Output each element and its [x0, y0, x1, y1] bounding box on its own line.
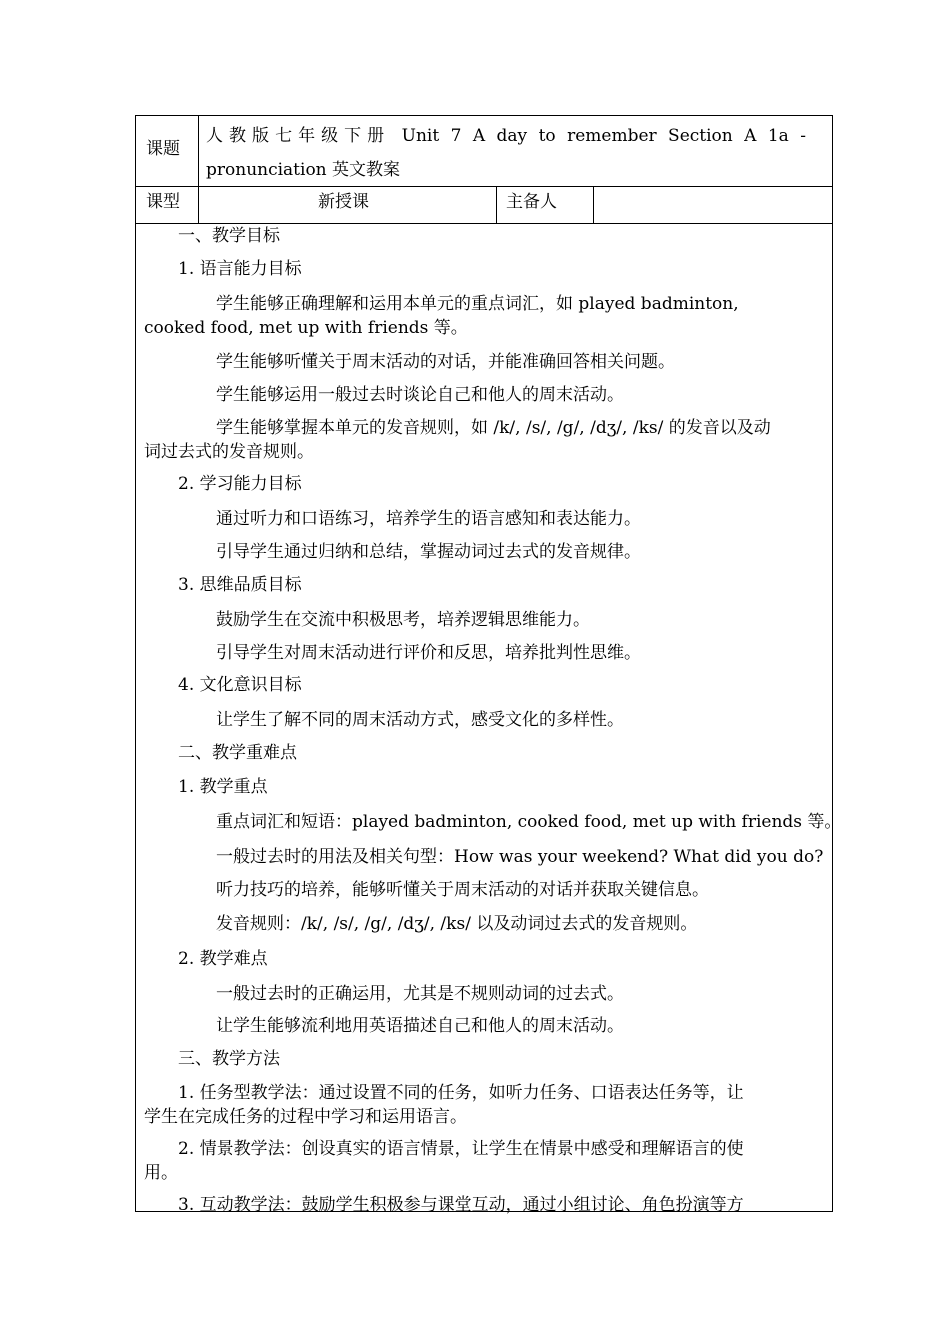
topic-label: 课题	[146, 139, 180, 159]
paragraph: 3. 互动教学法：鼓励学生积极参与课堂互动，通过小组讨论、角色扮演等方	[178, 1195, 744, 1215]
paragraph: 发音规则：/k/, /s/, /g/, /dʒ/, /ks/ 以及动词过去式的发音规则。	[216, 914, 698, 934]
subsection-heading: 4. 文化意识目标	[178, 675, 302, 695]
paragraph: 学生能够掌握本单元的发音规则，如 /k/, /s/, /g/, /dʒ/, /ks/ 的发音以及动	[216, 418, 771, 438]
section-heading: 一、教学目标	[178, 226, 280, 246]
subsection-heading: 2. 学习能力目标	[178, 474, 302, 494]
type-value: 新授课	[318, 192, 369, 212]
subsection-heading: 2. 教学难点	[178, 949, 268, 969]
subsection-heading: 3. 思维品质目标	[178, 575, 302, 595]
column-divider	[496, 186, 497, 223]
lesson-plan-table	[135, 115, 842, 1215]
paragraph: 词过去式的发音规则。	[144, 442, 314, 462]
paragraph: 2. 情景教学法：创设真实的语言情景，让学生在情景中感受和理解语言的使	[178, 1139, 744, 1159]
paragraph: cooked food, met up with friends 等。	[144, 318, 468, 338]
paragraph: 用。	[144, 1163, 178, 1183]
paragraph: 学生在完成任务的过程中学习和运用语言。	[144, 1107, 467, 1127]
paragraph: 让学生了解不同的周末活动方式，感受文化的多样性。	[216, 710, 624, 730]
section-heading: 三、教学方法	[178, 1049, 280, 1069]
paragraph: 让学生能够流利地用英语描述自己和他人的周末活动。	[216, 1016, 624, 1036]
paragraph: 学生能够听懂关于周末活动的对话，并能准确回答相关问题。	[216, 352, 675, 372]
paragraph: 学生能够运用一般过去时谈论自己和他人的周末活动。	[216, 385, 624, 405]
type-row	[136, 186, 832, 224]
topic-value: 人教版七年级下册 Unit 7 A day to remember Section A 1a - pronunciation 英文教案	[206, 126, 806, 180]
subsection-heading: 1. 教学重点	[178, 777, 268, 797]
paragraph: 鼓励学生在交流中积极思考，培养逻辑思维能力。	[216, 610, 590, 630]
paragraph: 引导学生通过归纳和总结，掌握动词过去式的发音规律。	[216, 542, 641, 562]
paragraph: 1. 任务型教学法：通过设置不同的任务，如听力任务、口语表达任务等，让	[178, 1083, 744, 1103]
author-label: 主备人	[506, 192, 557, 212]
paragraph: 重点词汇和短语：played badminton, cooked food, met up with friends 等。	[216, 812, 842, 832]
section-heading: 二、教学重难点	[178, 743, 297, 763]
paragraph: 一般过去时的正确运用，尤其是不规则动词的过去式。	[216, 984, 624, 1004]
column-divider	[593, 186, 594, 223]
subsection-heading: 1. 语言能力目标	[178, 259, 302, 279]
paragraph: 听力技巧的培养，能够听懂关于周末活动的对话并获取关键信息。	[216, 880, 709, 900]
paragraph: 学生能够正确理解和运用本单元的重点词汇，如 played badminton,	[216, 294, 739, 314]
paragraph: 一般过去时的用法及相关句型：How was your weekend? What did you do?	[216, 847, 824, 867]
column-divider	[198, 116, 199, 186]
paragraph: 通过听力和口语练习，培养学生的语言感知和表达能力。	[216, 509, 641, 529]
type-label: 课型	[146, 192, 180, 212]
paragraph: 引导学生对周末活动进行评价和反思，培养批判性思维。	[216, 643, 641, 663]
column-divider	[198, 186, 199, 223]
topic-row	[136, 116, 832, 187]
